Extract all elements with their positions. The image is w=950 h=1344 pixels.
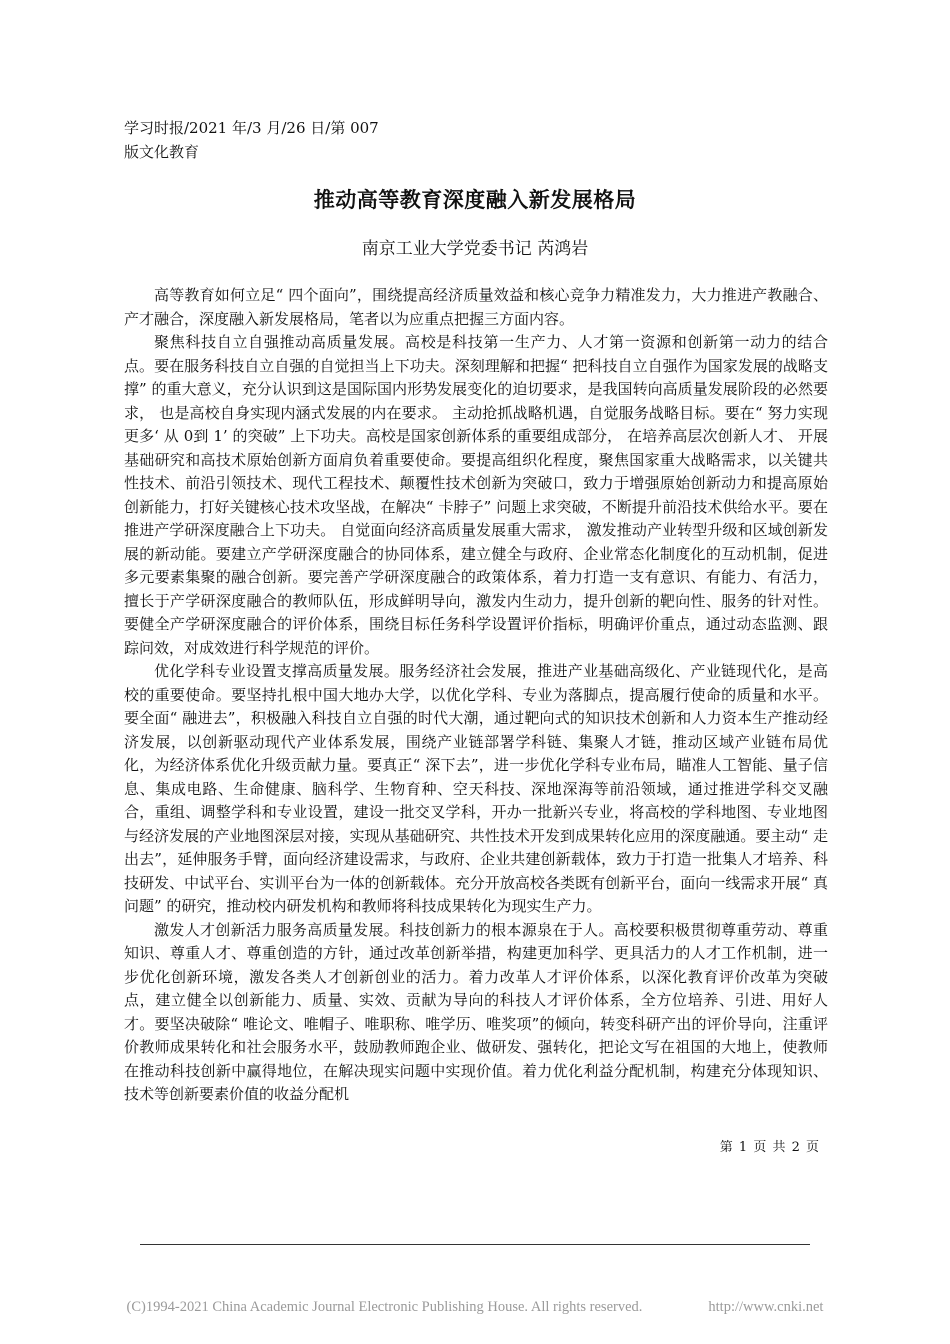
- article-title: 推动高等教育深度融入新发展格局: [313, 188, 637, 212]
- paragraph: 优化学科专业设置支撑高质量发展。服务经济社会发展，推进产业基础高级化、产业链现代化，是高校的重要使命。要坚持扎根中国大地办大学，以优化学科、专业为落脚点，提高履行使命的质量和水平。要全面“ 融进去”，积极融入科技自立自强的时代大潮，通过靶向式的知识技术创新和人力资本生产推动经济发展，以创新驱动现代产业体系发展，围绕产业链部署学科链、集聚人才链，推动区域产业链布局优化，为经济体系优化升级贡献力量。要真正“ 深下去”，进一步优化学科专业布局，瞄准人工智能、量子信息、集成电路、生命健康、脑科学、生物育种、空天科技、深地深海等前沿领域，通过推进学科交叉融合，重组、调整学科和专业设置，建设一批交叉学科，开办一批新兴专业，将高校的学科地图、专业地图与经济发展的产业地图深层对接，实现从基础研究、共性技术开发到成果转化应用的深度融通。要主动“ 走出去”，延伸服务手臂，面向经济建设需求，与政府、企业共建创新载体，致力于打造一批集人才培养、科技研发、中试平台、实训平台为一体的创新载体。充分开放高校各类既有创新平台，面向一线需求开展“ 真问题” 的研究，推动校内研发机构和教师将科技成果转化为现实生产力。: [124, 662, 828, 915]
- footer: [0, 1296, 950, 1318]
- paragraph: 激发人才创新活力服务高质量发展。科技创新力的根本源泉在于人。高校要积极贯彻尊重劳动、尊重知识、尊重人才、尊重创造的方针，通过改革创新举措，构建更加科学、更具活力的人才工作机制，进一步优化创新环境，激发各类人才创新创业的活力。着力改革人才评价体系，以深化教育评价改革为突破点，建立健全以创新能力、质量、实效、贡献为导向的科技人才评价体系，全方位培养、引进、用好人才。要坚决破除“ 唯论文、唯帽子、唯职称、唯学历、唯奖项”的倾向，转变科研产出的评价导向，注重评价教师成果转化和社会服务水平，鼓励教师跑企业、做研发、强转化，把论文写在祖国的大地上，使教师在推动科技创新中赢得地位，在解决现实问题中实现价值。着力优化利益分配机制，构建充分体现知识、技术等创新要素价值的收益分配机: [124, 920, 828, 1103]
- page-number: 第 1 页 共 2 页: [719, 1140, 820, 1155]
- section-name: 版文化教育: [124, 143, 200, 161]
- footer-divider: [140, 1244, 810, 1245]
- paragraph: 高等教育如何立足“ 四个面向”，围绕提高经济质量效益和核心竞争力精准发力，大力推进产教融合、产才融合，深度融入新发展格局，笔者以为应重点把握三方面内容。: [124, 286, 828, 328]
- paragraph: 聚焦科技自立自强推动高质量发展。高校是科技第一生产力、人才第一资源和创新第一动力的结合点。要在服务科技自立自强的自觉担当上下功夫。深刻理解和把握“ 把科技自立自强作为国家发展的战略支撑” 的重大意义，充分认识到这是国际国内形势发展变化的迫切要求，是我国转向高质量发展阶段的必然要求， 也是高校自身实现内涵式发展的内在要求。 主动抢抓战略机遇，自觉服务战略目标。要在“ 努力实现更多‘ 从 0到 1’ 的突破” 上下功夫。高校是国家创新体系的重要组成部分， 在培养高层次创新人才、 开展基础研究和高技术原始创新方面肩负着重要使命。要提高组织化程度，聚焦国家重大战略需求，以关键共性技术、前沿引领技术、现代工程技术、颠覆性技术创新为突破口，致力于增强原始创新动力和提高原始创新能力，打好关键核心技术攻坚战，在解决“ 卡脖子” 问题上求突破，不断提升前沿技术供给水平。要在推进产学研深度融合上下功夫。 自觉面向经济高质量发展重大需求， 激发推动产业转型升级和区域创新发展的新动能。要建立产学研深度融合的协同体系，建立健全与政府、企业常态化制度化的互动机制，促进多元要素集聚的融合创新。要完善产学研深度融合的政策体系，着力打造一支有意识、有能力、有活力，擅长于产学研深度融合的教师队伍，形成鲜明导向，激发内生动力，提升创新的靶向性、服务的针对性。要健全产学研深度融合的评价体系，围绕目标任务科学设置评价指标，明确评价重点，通过动态监测、跟踪问效，对成效进行科学规范的评价。: [124, 333, 828, 657]
- article-author: 南京工业大学党委书记 芮鸿岩: [361, 239, 589, 259]
- article-body: [124, 284, 828, 1107]
- footer-url: http://www.cnki.net: [708, 1299, 824, 1315]
- copyright-notice: (C)1994-2021 China Academic Journal Electronic Publishing House. All rights reserved.: [126, 1299, 643, 1315]
- publication-info: 学习时报/2021 年/3 月/26 日/第 007: [124, 119, 379, 137]
